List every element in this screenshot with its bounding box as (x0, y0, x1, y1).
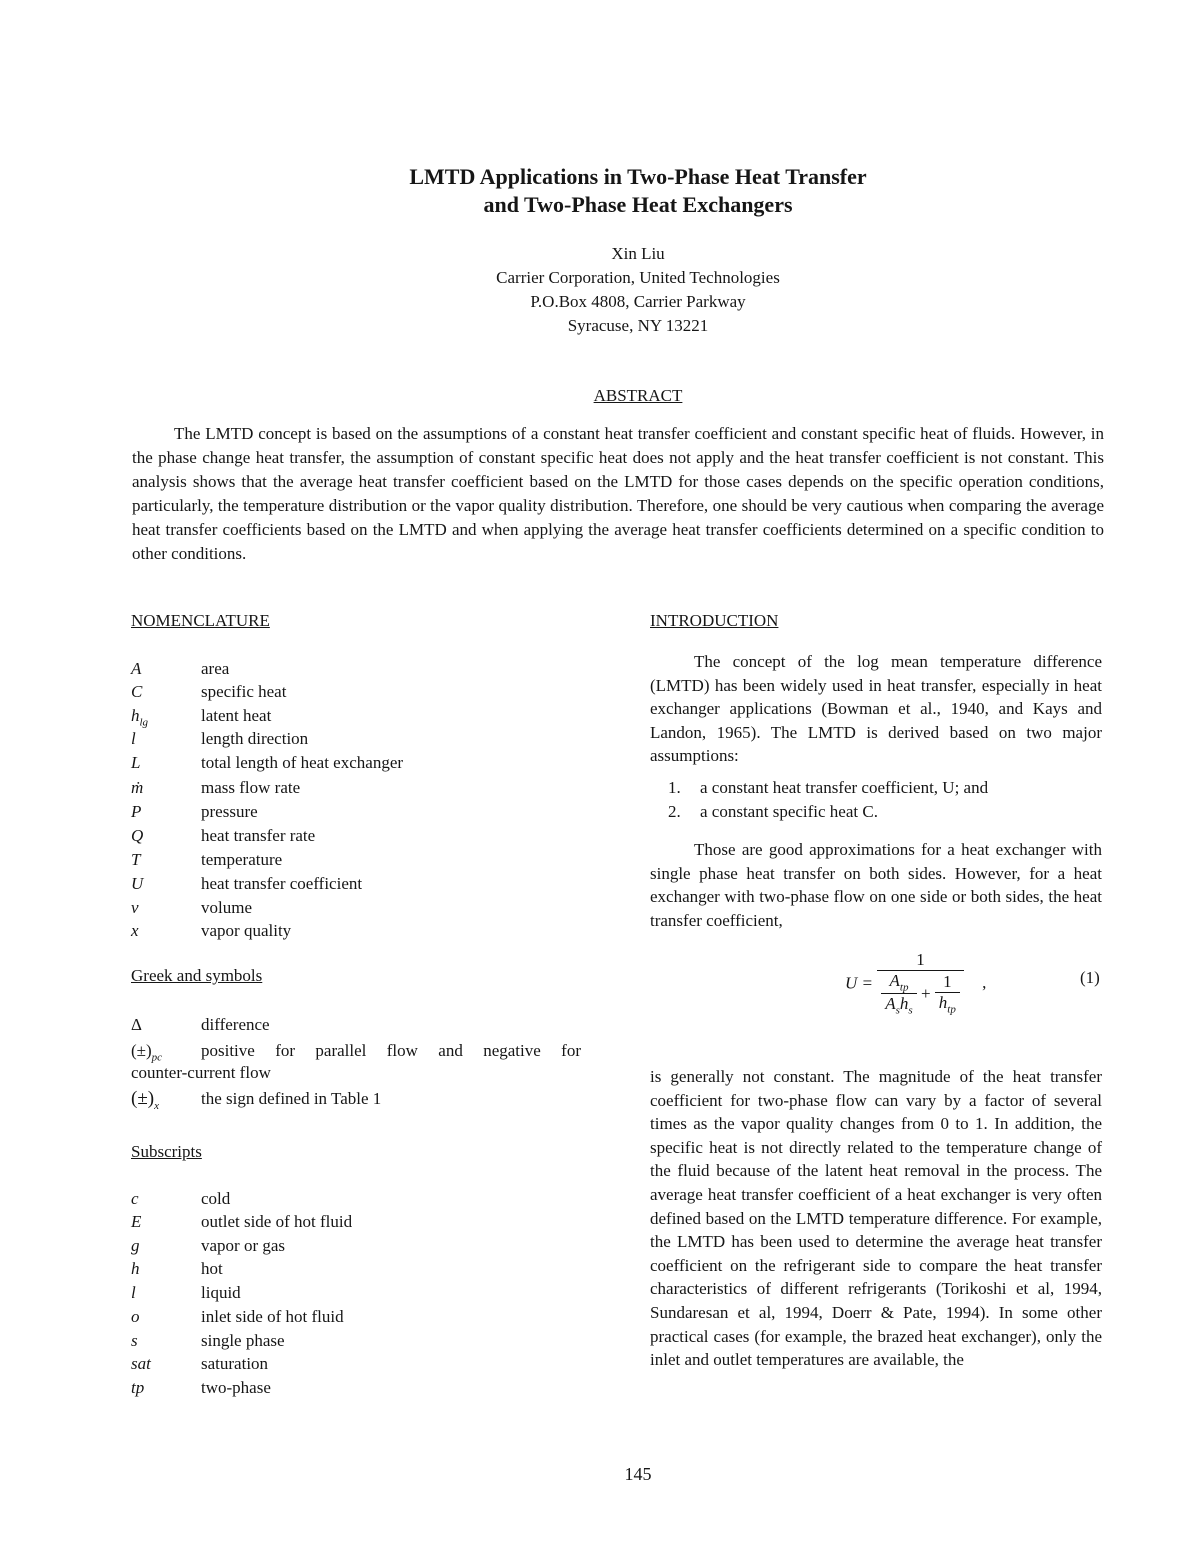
nom-symbol: T (131, 850, 141, 869)
nom-desc: mass flow rate (201, 778, 301, 797)
eq-as-sub: s (895, 1004, 900, 1017)
subscript-row (131, 1282, 241, 1304)
eq-htp-sub: tp (947, 1003, 956, 1016)
author-address-2: Syracuse, NY 13221 (567, 316, 709, 335)
intro-paragraph-3: is generally not constant. The magnitude of the heat transfer coefficient for two-phase flow can vary by a factor of several times as the vapor quality changes from 0 to 1. In addition, the specific heat is not directly related to the temperature change of the fluid because of the latent heat removal in the process. The average heat transfer coefficient of a heat exchanger is very often defined based on the LMTD temperature difference. For example, the LMTD has been used to determine the average heat transfer coefficient on the refrigerant side to compare the heat transfer characteristics of different refrigerants (Torikoshi et al, 1994, Sundaresan et al, 1994, Doerr & Pate, 1994). In some other practical cases (for example, the brazed heat exchanger), only the inlet and outlet temperatures are available, the (650, 1067, 1102, 1370)
sub-desc: inlet side of hot fluid (201, 1307, 344, 1326)
nomenclature-row (131, 752, 403, 774)
subscript-row (131, 1306, 344, 1328)
x-symbol-base: (±) (131, 1088, 155, 1109)
nomenclature-row (131, 849, 282, 871)
eq-hs-sub: s (908, 1004, 913, 1017)
nom-desc: heat transfer coefficient (201, 874, 363, 893)
nom-desc: total length of heat exchanger (201, 753, 404, 772)
greek-heading: Greek and symbols (131, 966, 263, 985)
eq-htp-base: h (938, 993, 948, 1013)
sub-desc: saturation (201, 1354, 269, 1373)
author-affiliation: Carrier Corporation, United Technologies (496, 268, 780, 287)
sub-symbol: l (131, 1283, 136, 1302)
intro-paragraph-1: The concept of the log mean temperature difference (LMTD) has been widely used in heat transfer, especially in heat exchanger applications (Bowman et al., 1940, and Kays and Landon, 1965). The LMTD is derived based on two major assumptions: (650, 652, 1102, 766)
pc-symbol-base: (±) (131, 1041, 152, 1060)
author-address-1: P.O.Box 4808, Carrier Parkway (530, 292, 746, 311)
abstract-heading: ABSTRACT (593, 386, 683, 405)
list-text: a constant heat transfer coefficient, U; and (700, 778, 989, 797)
sub-symbol: sat (131, 1354, 151, 1373)
eq-denominator (877, 971, 964, 1017)
sub-symbol: c (131, 1189, 139, 1208)
eq-numerator: 1 (877, 950, 964, 971)
nomenclature-row (131, 681, 286, 703)
eq-htp (935, 993, 960, 1015)
subscript-row (131, 1258, 223, 1280)
sub-desc: outlet side of hot fluid (201, 1212, 353, 1231)
greek-desc: the sign defined in Table 1 (201, 1089, 382, 1108)
nomenclature-row (131, 728, 308, 750)
title-line-1: LMTD Applications in Two-Phase Heat Transfer (409, 164, 867, 189)
nomenclature-row (131, 897, 252, 919)
nom-desc: vapor quality (201, 921, 292, 940)
sub-symbol: E (131, 1212, 142, 1231)
greek-desc: difference (201, 1015, 270, 1034)
subscript-row (131, 1211, 352, 1233)
eq-atp-sub: tp (899, 981, 909, 994)
nom-symbol: ṁ (131, 778, 144, 797)
eq-hs-base: h (899, 994, 909, 1014)
abstract-text: The LMTD concept is based on the assumptions of a constant heat transfer coefficient and constant specific heat of fluids. However, in the phase change heat transfer, the assumption of constant specific heat does not apply and the heat transfer coefficient is not constant. This analysis shows that the average heat transfer coefficient based on the LMTD for those cases depends on the specific operation conditions, particularly, the temperature distribution or the vapor quality distribution. Therefore, one should be very cautious when comparing the average heat transfer coefficients based on the LMTD and when applying the average heat transfer coefficients determined on a specific condition to other conditions. (132, 424, 1104, 563)
nom-desc: latent heat (201, 706, 272, 725)
nom-symbol: C (131, 682, 143, 701)
subscript-row (131, 1353, 268, 1375)
nom-symbol: L (131, 753, 141, 772)
nom-symbol: P (131, 802, 142, 821)
delta-symbol: Δ (131, 1015, 142, 1034)
eq-as-hs (881, 994, 916, 1016)
subscript-row (131, 1188, 230, 1210)
nomenclature-row (131, 920, 291, 942)
sub-desc: hot (201, 1259, 223, 1278)
nomenclature-row (131, 873, 362, 895)
intro-paragraph-2: Those are good approximations for a heat exchanger with single phase heat transfer on both sides. However, for a heat exchanger with two-phase flow on one side or both sides, the heat transfer coefficient, (650, 840, 1102, 930)
nom-symbol-base: h (131, 706, 140, 725)
list-text: a constant specific heat C. (700, 802, 878, 821)
eq-one: 1 (935, 972, 960, 993)
author-name: Xin Liu (611, 244, 665, 263)
subscripts-heading: Subscripts (131, 1142, 202, 1161)
nom-symbol: U (131, 874, 144, 893)
sub-desc: single phase (201, 1331, 285, 1350)
eq-sub-fraction-1 (881, 971, 916, 1017)
nomenclature-row (131, 777, 300, 799)
nom-symbol: v (131, 898, 139, 917)
nom-desc: temperature (201, 850, 283, 869)
sub-desc: vapor or gas (201, 1236, 286, 1255)
pc-symbol-sub: pc (151, 1051, 163, 1064)
eq-main-fraction (877, 950, 964, 1017)
title-line-2: and Two-Phase Heat Exchangers (483, 192, 793, 217)
nom-desc: heat transfer rate (201, 826, 316, 845)
introduction-heading: INTRODUCTION (650, 611, 779, 630)
greek-desc: positive for parallel flow and negative for (201, 1041, 581, 1060)
subscript-row (131, 1377, 271, 1399)
sub-desc: cold (201, 1189, 231, 1208)
nom-desc: volume (201, 898, 252, 917)
sub-desc: liquid (201, 1283, 241, 1302)
eq-lhs: U = (845, 973, 873, 993)
page-number: 145 (624, 1464, 652, 1484)
nomenclature-row (131, 801, 258, 823)
greek-row-continuation: counter-current flow (131, 1063, 271, 1082)
nomenclature-row (131, 825, 315, 847)
equation-1 (845, 950, 986, 1017)
nomenclature-row (131, 658, 229, 680)
list-number: 1. (668, 778, 681, 797)
sub-symbol: g (131, 1236, 140, 1255)
nom-symbol: x (131, 921, 139, 940)
eq-plus: + (920, 983, 931, 1003)
sub-symbol: tp (131, 1378, 145, 1397)
assumption-item (668, 778, 988, 798)
greek-row (131, 1088, 381, 1117)
nom-desc: area (201, 659, 230, 678)
nom-symbol: l (131, 729, 136, 748)
x-symbol (131, 1088, 201, 1117)
eq-comma: , (982, 973, 987, 993)
nom-symbol: A (131, 659, 142, 678)
assumption-item (668, 802, 878, 822)
nom-desc: specific heat (201, 682, 287, 701)
x-symbol-sub: x (154, 1099, 159, 1112)
nom-symbol: Q (131, 826, 144, 845)
subscript-row (131, 1235, 285, 1257)
eq-sub-fraction-2 (935, 972, 960, 1015)
nom-desc: pressure (201, 802, 258, 821)
list-number: 2. (668, 802, 681, 821)
paper-title (0, 163, 1200, 219)
subscript-row (131, 1330, 285, 1352)
sub-desc: two-phase (201, 1378, 271, 1397)
eq-atp-base: A (889, 971, 900, 990)
nom-desc: length direction (201, 729, 309, 748)
sub-symbol: s (131, 1331, 138, 1350)
nomenclature-heading: NOMENCLATURE (131, 611, 270, 630)
author-block (0, 242, 1200, 338)
eq-atp (881, 971, 916, 994)
eq-as-base: A (885, 994, 896, 1014)
nom-symbol-sub: lg (139, 716, 149, 729)
sub-symbol: h (131, 1259, 140, 1278)
sub-symbol: o (131, 1307, 140, 1326)
equation-number: (1) (1080, 968, 1100, 987)
greek-row (131, 1014, 270, 1036)
